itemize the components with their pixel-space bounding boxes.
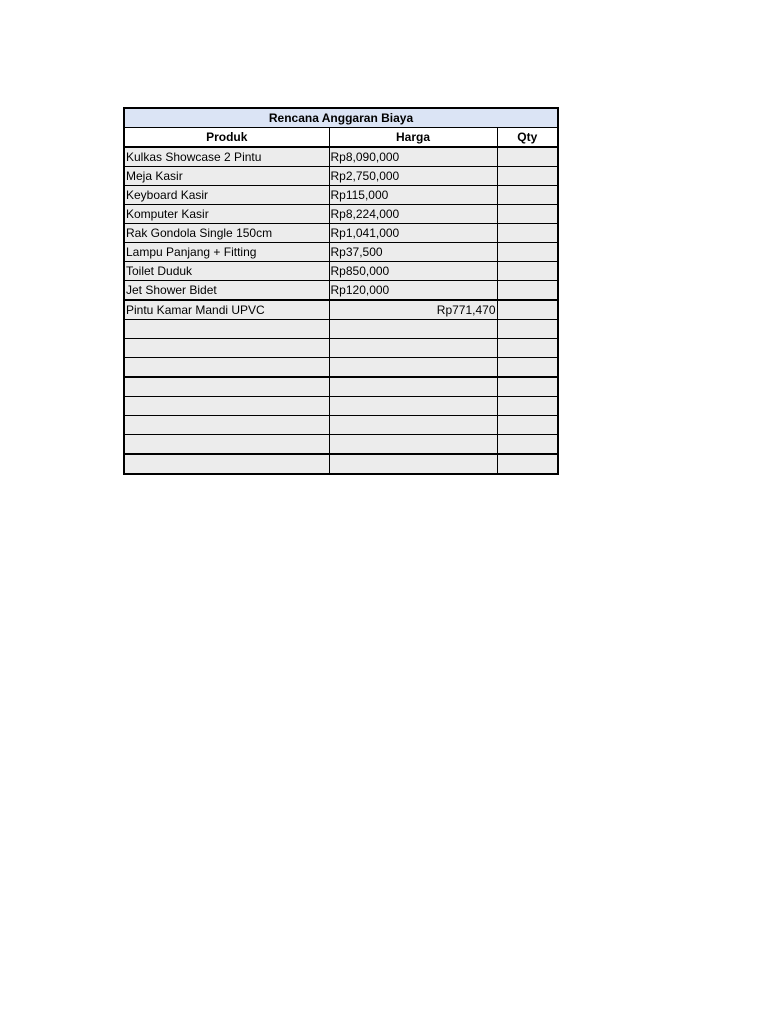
cell-harga[interactable] <box>329 339 497 358</box>
cell-qty[interactable] <box>497 435 558 455</box>
table-row <box>124 224 558 243</box>
cell-qty[interactable] <box>497 186 558 205</box>
table-row <box>124 186 558 205</box>
cell-produk[interactable] <box>124 416 329 435</box>
table-row <box>124 320 558 339</box>
table-row <box>124 397 558 416</box>
cell-qty[interactable] <box>497 147 558 167</box>
cell-harga[interactable]: Rp120,000 <box>329 281 497 301</box>
table-row <box>124 377 558 397</box>
cell-harga[interactable] <box>329 454 497 474</box>
cell-harga[interactable]: Rp115,000 <box>329 186 497 205</box>
cell-harga[interactable]: Rp8,224,000 <box>329 205 497 224</box>
cell-qty[interactable] <box>497 358 558 378</box>
cell-produk[interactable]: Komputer Kasir <box>124 205 329 224</box>
header-produk: Produk <box>124 128 329 148</box>
header-qty: Qty <box>497 128 558 148</box>
budget-table <box>123 107 559 475</box>
cell-produk[interactable]: Toilet Duduk <box>124 262 329 281</box>
cell-produk[interactable] <box>124 435 329 455</box>
table-title: Rencana Anggaran Biaya <box>124 108 558 128</box>
cell-produk[interactable]: Kulkas Showcase 2 Pintu <box>124 147 329 167</box>
cell-produk[interactable]: Rak Gondola Single 150cm <box>124 224 329 243</box>
table-title-row <box>124 108 558 128</box>
cell-harga[interactable] <box>329 416 497 435</box>
cell-harga[interactable] <box>329 320 497 339</box>
cell-qty[interactable] <box>497 416 558 435</box>
cell-produk[interactable] <box>124 377 329 397</box>
cell-harga[interactable] <box>329 377 497 397</box>
cell-harga[interactable]: Rp771,470 <box>329 300 497 320</box>
table-header-row <box>124 128 558 148</box>
cell-harga[interactable] <box>329 358 497 378</box>
cell-qty[interactable] <box>497 377 558 397</box>
table-row <box>124 147 558 167</box>
table-row <box>124 205 558 224</box>
cell-produk[interactable] <box>124 397 329 416</box>
cell-qty[interactable] <box>497 300 558 320</box>
cell-produk[interactable]: Meja Kasir <box>124 167 329 186</box>
cell-qty[interactable] <box>497 167 558 186</box>
cell-qty[interactable] <box>497 262 558 281</box>
cell-qty[interactable] <box>497 281 558 301</box>
cell-produk[interactable] <box>124 454 329 474</box>
cell-harga[interactable]: Rp8,090,000 <box>329 147 497 167</box>
table-row <box>124 454 558 474</box>
table-row <box>124 281 558 301</box>
table-row <box>124 358 558 378</box>
cell-harga[interactable]: Rp1,041,000 <box>329 224 497 243</box>
table-row <box>124 243 558 262</box>
cell-harga[interactable] <box>329 397 497 416</box>
cell-produk[interactable]: Lampu Panjang + Fitting <box>124 243 329 262</box>
cell-qty[interactable] <box>497 243 558 262</box>
cell-qty[interactable] <box>497 205 558 224</box>
cell-produk[interactable]: Jet Shower Bidet <box>124 281 329 301</box>
cell-qty[interactable] <box>497 320 558 339</box>
table-row <box>124 262 558 281</box>
table-row <box>124 435 558 455</box>
cell-harga[interactable]: Rp850,000 <box>329 262 497 281</box>
table-row <box>124 339 558 358</box>
cell-produk[interactable]: Keyboard Kasir <box>124 186 329 205</box>
header-harga: Harga <box>329 128 497 148</box>
cell-harga[interactable] <box>329 435 497 455</box>
table-row <box>124 416 558 435</box>
cell-harga[interactable]: Rp2,750,000 <box>329 167 497 186</box>
cell-qty[interactable] <box>497 224 558 243</box>
cell-qty[interactable] <box>497 454 558 474</box>
table-row <box>124 300 558 320</box>
cell-harga[interactable]: Rp37,500 <box>329 243 497 262</box>
cell-produk[interactable] <box>124 358 329 378</box>
cell-produk[interactable] <box>124 320 329 339</box>
table-row <box>124 167 558 186</box>
cell-qty[interactable] <box>497 339 558 358</box>
cell-produk[interactable]: Pintu Kamar Mandi UPVC <box>124 300 329 320</box>
cell-produk[interactable] <box>124 339 329 358</box>
cell-qty[interactable] <box>497 397 558 416</box>
